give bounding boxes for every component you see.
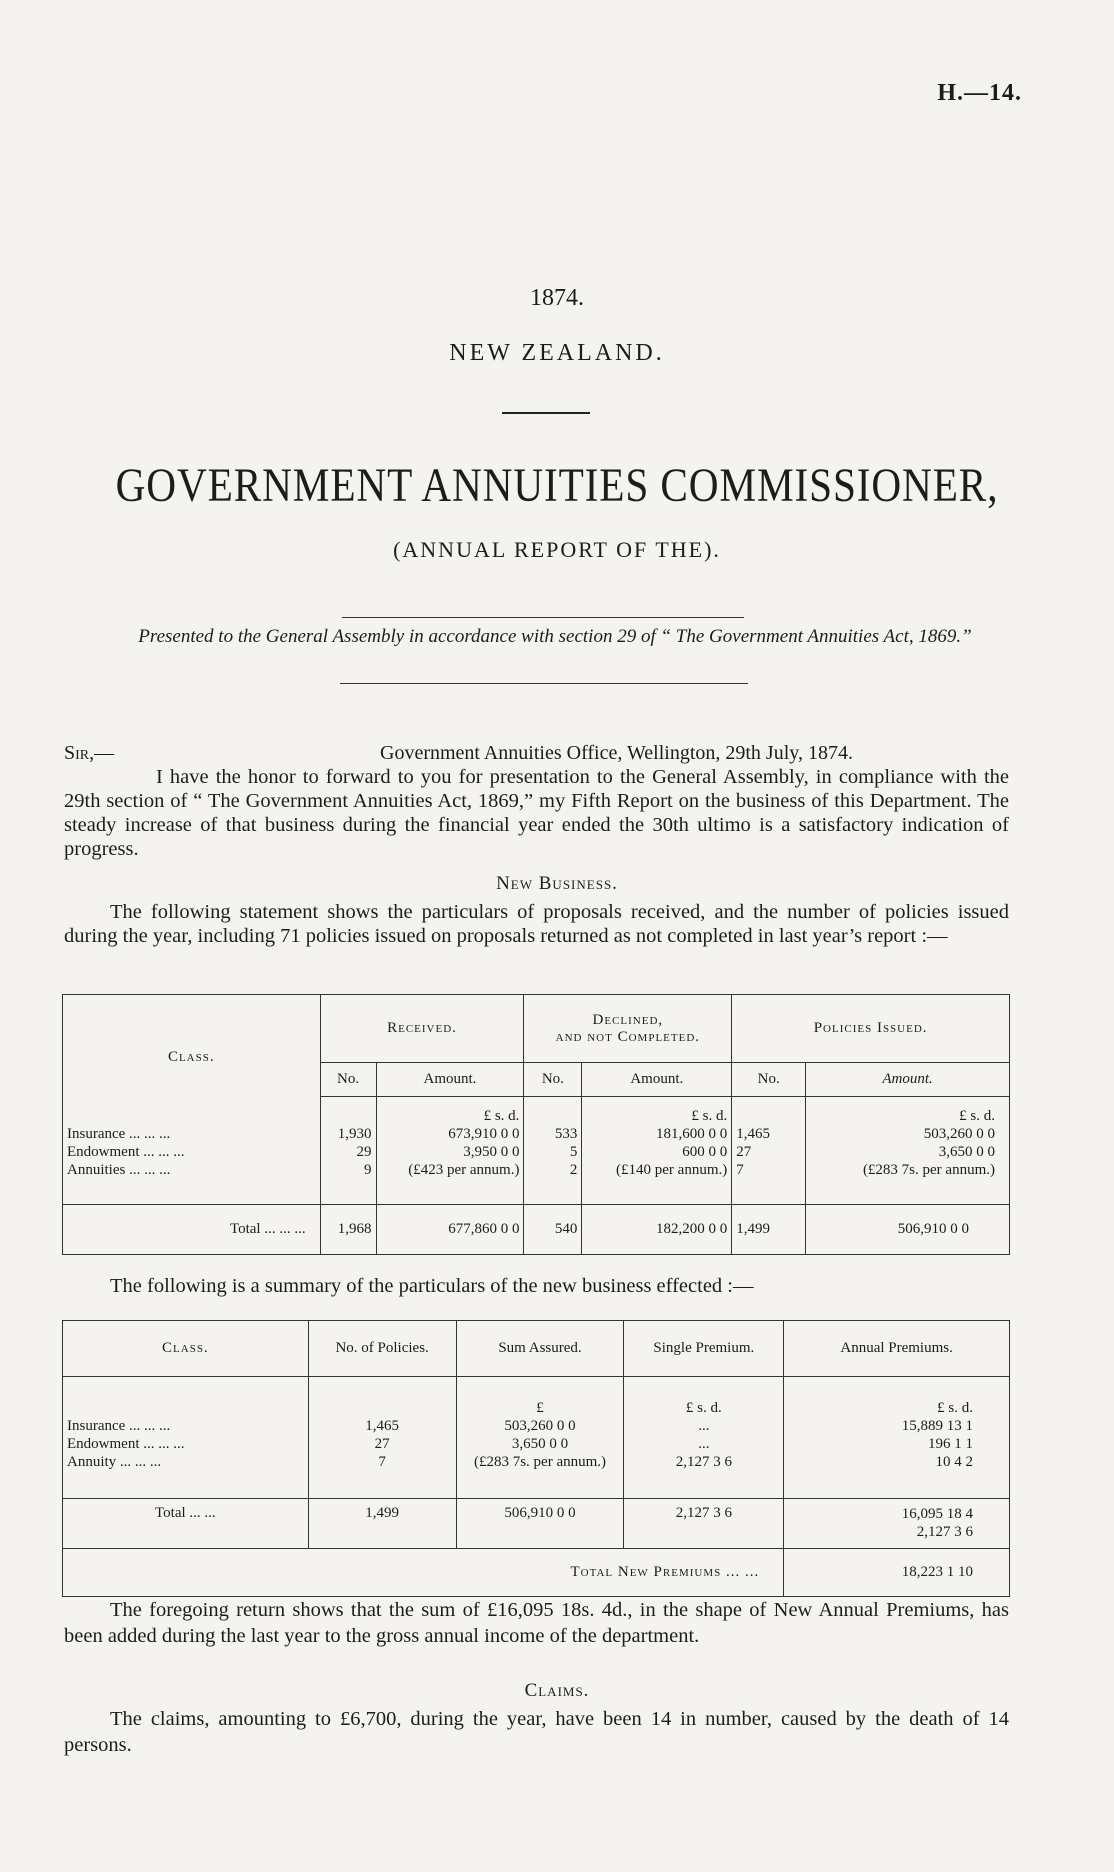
paragraph-foregoing: The foregoing return shows that the sum of £16,095 18s. 4d., in the shape of New Annual Premiums, has been added during the last year to the gross annual income of the department.: [64, 1599, 1009, 1647]
table-cell: 3,950 0 0: [463, 1144, 520, 1160]
single-premium-cell: [624, 1377, 784, 1499]
divider: [502, 412, 590, 414]
table-cell: 503,260 0 0: [504, 1418, 576, 1434]
table-cell: 3,650 0 0: [938, 1144, 995, 1160]
table-cell: 503,260 0 0: [923, 1126, 995, 1142]
table-cell: 673,910 0 0: [448, 1126, 520, 1142]
total-new-premiums-value: 18,223 1 10: [784, 1549, 1010, 1597]
table-cell: 196 1 1: [928, 1436, 973, 1452]
table-cell: ...: [698, 1418, 710, 1434]
total-cell: 677,860 0 0: [376, 1205, 524, 1255]
col-received: Received.: [320, 995, 524, 1063]
total-cell: 506,910 0 0: [456, 1499, 624, 1549]
table-cell: (£423 per annum.): [408, 1162, 520, 1178]
table-cell: 2: [569, 1162, 578, 1178]
col-single-premium: Single Premium.: [624, 1321, 784, 1377]
col-declined: [524, 995, 732, 1063]
currency-label: £: [536, 1400, 544, 1416]
table-row-class: Endowment ... ... ...: [67, 1436, 185, 1452]
received-no-cell: [320, 1097, 376, 1205]
col-issued: Policies Issued.: [732, 995, 1010, 1063]
col-declined-line2: and not Completed.: [555, 1028, 701, 1045]
col-sum-assured: Sum Assured.: [456, 1321, 624, 1377]
section-heading-claims: Claims.: [524, 1680, 590, 1701]
policies-cell: [308, 1377, 456, 1499]
col-received-amount: Amount.: [376, 1063, 524, 1097]
class-cell: [63, 1377, 309, 1499]
total-cell: 540: [524, 1205, 582, 1255]
table-cell: 1,465: [365, 1418, 399, 1434]
total-label: Total ... ...: [63, 1499, 309, 1549]
total-cell: 16,095 18 4: [901, 1506, 973, 1522]
table-row-class: Insurance ... ... ...: [67, 1125, 171, 1142]
table-cell: 15,889 13 1: [901, 1418, 973, 1434]
total-annual-cell: [784, 1499, 1010, 1549]
declined-amount-cell: [582, 1097, 732, 1205]
summary-table: [62, 1320, 1010, 1597]
currency-label: £ s. d.: [937, 1400, 973, 1416]
annual-premiums-cell: [784, 1377, 1010, 1499]
table-cell: 7: [736, 1162, 744, 1178]
salutation: Sir,—: [64, 742, 115, 764]
page-title: GOVERNMENT ANNUITIES COMMISSIONER,: [115, 459, 999, 512]
table-cell: (£283 7s. per annum.): [862, 1162, 995, 1178]
class-cell: [63, 1097, 321, 1205]
currency-label: £ s. d.: [685, 1400, 722, 1416]
paragraph-statement: The following statement shows the particulars of proposals received, and the number of policies issued during the year, including 71 policies issued on proposals returned as not completed in last year’s report :—: [64, 901, 1009, 947]
total-cell: 1,968: [320, 1205, 376, 1255]
table-cell: 2,127 3 6: [675, 1454, 732, 1470]
paragraph-claims: The claims, amounting to £6,700, during the year, have been 14 in number, caused by the death of 14 persons.: [64, 1708, 1009, 1756]
summary-intro: The following is a summary of the particulars of the new business effected :—: [110, 1275, 754, 1297]
document-reference: H.—14.: [937, 80, 1022, 106]
table-row-class: Insurance ... ... ...: [67, 1418, 171, 1434]
table-cell: 1,930: [337, 1126, 372, 1142]
table-row-class: Endowment ... ... ...: [67, 1143, 185, 1160]
page-subtitle: (ANNUAL REPORT OF THE).: [393, 537, 721, 562]
country-heading: NEW ZEALAND.: [449, 340, 665, 366]
table-cell: 27: [736, 1144, 752, 1160]
divider: [342, 617, 744, 618]
col-policies: No. of Policies.: [308, 1321, 456, 1377]
col-received-no: No.: [320, 1063, 376, 1097]
received-amount-cell: [376, 1097, 524, 1205]
col-issued-amount: Amount.: [806, 1063, 1010, 1097]
paragraph-intro: I have the honor to forward to you for presentation to the General Assembly, in compliance with the 29th section of “ The Government Annuities Act, 1869,” my Fifth Report on the business of this Department. The steady increase of that business during the financial year ended the 30th ultimo is a satisfactory indication of progress.: [64, 766, 1009, 860]
table-cell: (£140 per annum.): [616, 1162, 728, 1178]
table-cell: (£283 7s. per annum.): [473, 1454, 607, 1470]
currency-label: £ s. d.: [691, 1108, 728, 1124]
total-cell: 182,200 0 0: [582, 1205, 732, 1255]
total-cell: 2,127 3 6: [624, 1499, 784, 1549]
table-cell: ...: [698, 1436, 710, 1452]
col-annual-premiums: Annual Premiums.: [784, 1321, 1010, 1377]
total-label: Total ... ... ...: [63, 1205, 321, 1255]
issued-amount-cell: [806, 1097, 1010, 1205]
sum-assured-cell: [456, 1377, 624, 1499]
total-cell: 2,127 3 6: [916, 1524, 973, 1540]
col-declined-no: No.: [524, 1063, 582, 1097]
col-class: Class.: [63, 1321, 309, 1377]
total-cell: 1,499: [308, 1499, 456, 1549]
dateline: Government Annuities Office, Wellington, 29th July, 1874.: [380, 742, 853, 764]
table-cell: 9: [364, 1162, 372, 1178]
col-declined-amount: Amount.: [582, 1063, 732, 1097]
table-cell: 29: [356, 1144, 372, 1160]
table-cell: 5: [569, 1144, 578, 1160]
col-class: Class.: [63, 995, 321, 1097]
section-heading-new-business: New Business.: [496, 873, 618, 894]
currency-label: £ s. d.: [959, 1108, 995, 1124]
new-business-table: [62, 994, 1010, 1255]
table-cell: 600 0 0: [682, 1144, 728, 1160]
total-cell: 1,499: [732, 1205, 806, 1255]
currency-label: £ s. d.: [483, 1108, 520, 1124]
table-cell: 3,650 0 0: [511, 1436, 569, 1452]
declined-no-cell: [524, 1097, 582, 1205]
table-row-class: Annuities ... ... ...: [67, 1161, 171, 1178]
total-cell: 506,910 0 0: [806, 1205, 1010, 1255]
table-cell: 1,465: [736, 1126, 770, 1142]
col-issued-no: No.: [732, 1063, 806, 1097]
table-cell: 7: [378, 1454, 386, 1470]
report-year: 1874.: [530, 285, 584, 311]
presented-note: Presented to the General Assembly in accordance with section 29 of “ The Government Annuities Act, 1869.”: [138, 626, 972, 647]
issued-no-cell: [732, 1097, 806, 1205]
table-cell: 27: [374, 1436, 390, 1452]
table-cell: 181,600 0 0: [655, 1126, 728, 1142]
table-row-class: Annuity ... ... ...: [67, 1454, 162, 1470]
divider: [340, 683, 748, 684]
col-declined-line1: Declined,: [592, 1011, 664, 1028]
total-new-premiums-label: Total New Premiums ... ...: [63, 1549, 784, 1597]
table-cell: 533: [554, 1126, 578, 1142]
table-cell: 10 4 2: [935, 1454, 973, 1470]
